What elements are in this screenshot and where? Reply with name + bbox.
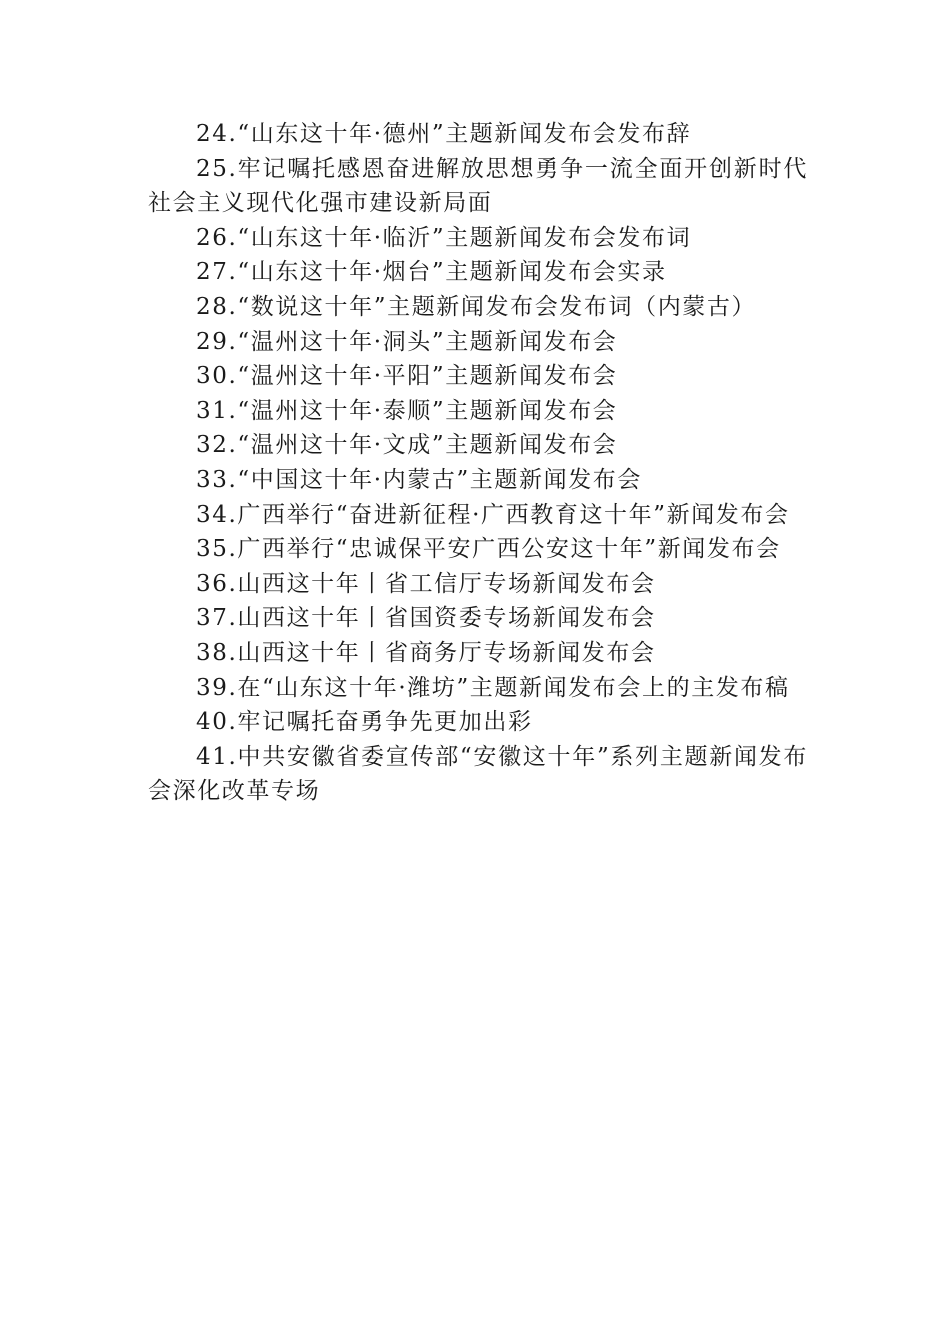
list-item: 24.“山东这十年·德州”主题新闻发布会发布辞: [196, 121, 692, 147]
list-item: 30.“温州这十年·平阳”主题新闻发布会: [196, 363, 618, 390]
list-item: 41.中共安徽省委宣传部“安徽这十年”系列主题新闻发布会深化改革专场: [148, 743, 808, 805]
list-item: 32.“温州这十年·文成”主题新闻发布会: [196, 432, 618, 459]
list-item: 38.山西这十年丨省商务厅专场新闻发布会: [196, 639, 656, 666]
list-item: 36.山西这十年丨省工信厅专场新闻发布会: [196, 570, 656, 597]
list-item: 37.山西这十年丨省国资委专场新闻发布会: [196, 605, 656, 632]
list-item: 35.广西举行“忠诚保平安广西公安这十年”新闻发布会: [196, 536, 781, 563]
list-item: 33.“中国这十年·内蒙古”主题新闻发布会: [196, 466, 643, 493]
list-item: 26.“山东这十年·临沂”主题新闻发布会发布词: [196, 224, 692, 251]
list-item: 28.“数说这十年”主题新闻发布会发布词（内蒙古）: [196, 293, 757, 320]
list-item: 27.“山东这十年·烟台”主题新闻发布会实录: [196, 259, 667, 286]
list-item: 39.在“山东这十年·潍坊”主题新闻发布会上的主发布稿: [196, 674, 790, 701]
list-item: 25.牢记嘱托感恩奋进解放思想勇争一流全面开创新时代社会主义现代化强市建设新局面: [148, 155, 808, 217]
list-item: 34.广西举行“奋进新征程·广西教育这十年”新闻发布会: [196, 501, 790, 528]
list-item: 40.牢记嘱托奋勇争先更加出彩: [196, 709, 533, 736]
document-body: [148, 117, 808, 809]
list-item: 29.“温州这十年·洞头”主题新闻发布会: [196, 328, 618, 355]
list-item: 31.“温州这十年·泰顺”主题新闻发布会: [196, 397, 618, 424]
